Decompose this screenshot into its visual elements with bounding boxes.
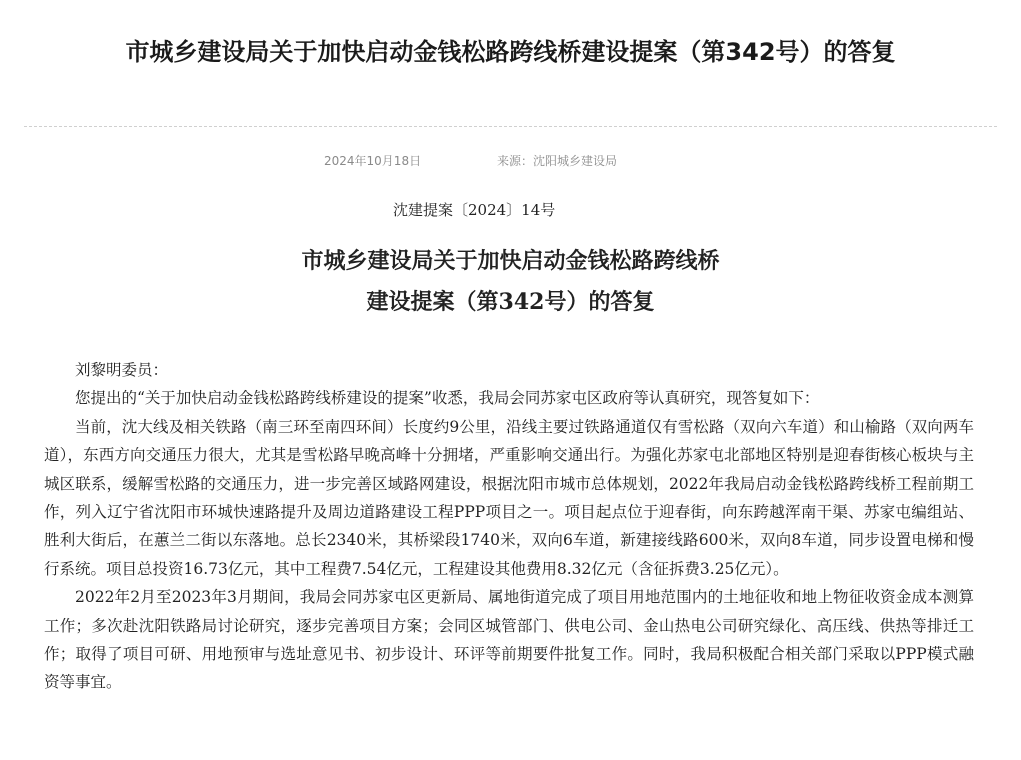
article-source: 来源：沈阳城乡建设局 [497,154,618,168]
body-paragraph: 2022年2月至2023年3月期间，我局会同苏家屯区更新局、属地街道完成了项目用地范围内的土地征收和地上物征收资金成本测算工作；多次赴沈阳铁路局讨论研究，逐步完善项目方案；会同区城管部门、供电公司、金山热电公司研究绿化、高压线、供热等排迁工作；取得了项目可研、用地预审与选址意见书、初步设计、环评等前期要件批复工作。同时，我局积极配合相关部门采取以PPP模式融资等事宜。 [44,588,974,692]
document-number: 沈建提案〔2024〕14号 [393,201,556,219]
article-meta [0,151,1021,171]
page-title: 市城乡建设局关于加快启动金钱松路跨线桥建设提案（第342号）的答复 [125,38,896,66]
body-paragraph: 当前，沈大线及相关铁路（南三环至南四环间）长度约9公里，沿线主要过铁路通道仅有雪松路（双向六车道）和山榆路（双向两车道），东西方向交通压力很大，尤其是雪松路早晚高峰十分拥堵，严重影响交通出行。为强化苏家屯北部地区特别是迎春街核心板块与主城区联系，缓解雪松路的交通压力，进一步完善区域路网建设，根据沈阳市城市总体规划，2022年我局启动金钱松路跨线桥工程前期工作，列入辽宁省沈阳市环城快速路提升及周边道路建设工程PPP项目之一。项目起点位于迎春街，向东跨越浑南干渠、苏家屯编组站、胜利大街后，在蕙兰二街以东落地。总长2340米，其桥梁段1740米，双向6车道，新建接线路600米，双向8车道，同步设置电梯和慢行系统。项目总投资16.73亿元，其中工程费7.54亿元，工程建设其他费用8.32亿元（含征拆费3.25亿元）。 [44,417,974,578]
body-paragraph: 您提出的“关于加快启动金钱松路跨线桥建设的提案”收悉，我局会同苏家屯区政府等认真研究，现答复如下： [75,389,820,408]
document-body [44,356,974,697]
document-title-line-1: 市城乡建设局关于加快启动金钱松路跨线桥 [301,248,720,274]
salutation: 刘黎明委员： [75,361,169,379]
title-divider [24,126,997,127]
document-title-line-2: 建设提案（第342号）的答复 [366,289,655,315]
publish-date: 2024年10月18日 [324,154,422,168]
